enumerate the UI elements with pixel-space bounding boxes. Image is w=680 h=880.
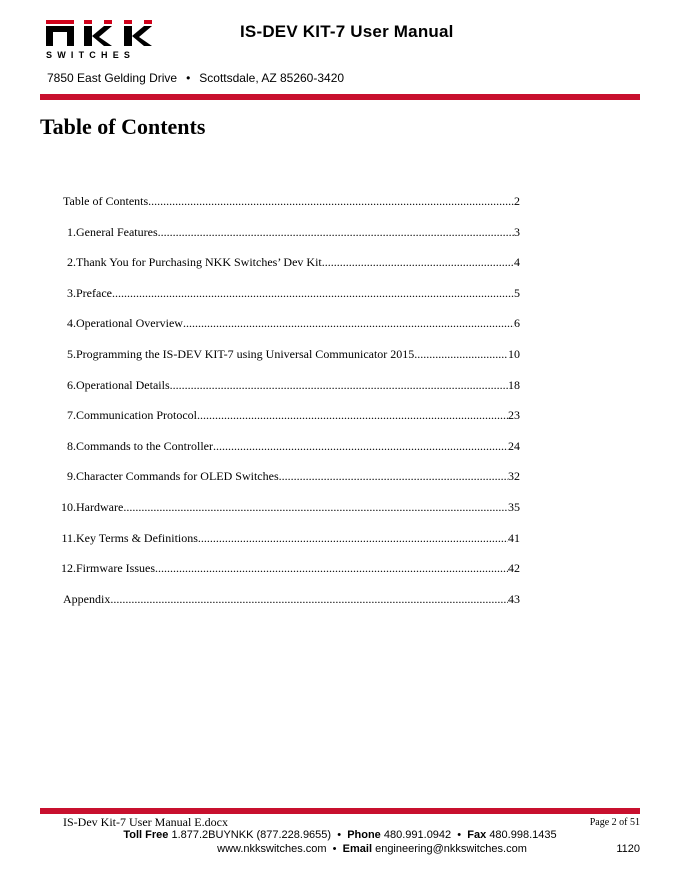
toc-entry[interactable] [40, 225, 520, 256]
toc-dot-leader [197, 408, 508, 423]
document-title: IS-DEV KIT-7 User Manual [240, 22, 454, 41]
toc-entry-page: 42 [508, 561, 520, 576]
email-link[interactable]: engineering@nkkswitches.com [375, 843, 527, 855]
toc-entry-number: 11. [61, 530, 76, 545]
toc-entry-body [76, 439, 520, 454]
toc-entry-title: Appendix [63, 591, 111, 606]
toc-entry-page: 2 [514, 194, 520, 208]
toc-entry[interactable] [40, 469, 520, 500]
address-city: Scottsdale, AZ 85260-3420 [199, 71, 345, 85]
email-label: Email [342, 843, 373, 855]
toc-entry-page: 41 [508, 530, 520, 545]
tollfree-number: 1.877.2BUYNKK (877.228.9655) [171, 829, 332, 841]
toc-entry-body [76, 500, 520, 515]
footer-divider [40, 808, 640, 814]
toc-entry[interactable] [40, 500, 520, 531]
toc-entry-page: 23 [508, 408, 520, 423]
toc-entry-body [63, 194, 520, 209]
toc-dot-leader [155, 561, 508, 576]
toc-entry[interactable] [40, 408, 520, 439]
toc-entry[interactable] [40, 561, 520, 592]
toc-dot-leader [322, 255, 514, 270]
toc-entry-number: 12. [61, 561, 76, 576]
toc-dot-leader [170, 378, 508, 393]
toc-dot-leader [148, 194, 514, 209]
toc-entry-body [76, 469, 520, 484]
company-address [47, 71, 344, 85]
phone-label: Phone [347, 829, 381, 841]
toc-entry[interactable] [40, 194, 520, 225]
toc-entry-title: Key Terms & Definitions [76, 530, 198, 545]
toc-entry[interactable] [40, 255, 520, 286]
toc-entry-number: 7. [67, 408, 76, 423]
toc-entry-number: 10. [61, 499, 76, 514]
website-link[interactable]: www.nkkswitches.com [217, 843, 327, 855]
toc-entry-page: 32 [508, 469, 520, 484]
nkk-switches-logo [44, 20, 164, 60]
header-divider [40, 94, 640, 100]
toc-entry[interactable] [40, 286, 520, 317]
toc-entry-number: 3. [67, 285, 76, 300]
address-separator: • [186, 71, 191, 85]
toc-entry-body [76, 561, 520, 576]
contact-separator: • [332, 843, 337, 855]
footer-contact-web [0, 843, 680, 855]
toc-entry-title: Preface [76, 285, 112, 300]
toc-entry-body [76, 347, 520, 362]
toc-entry-page: 10 [508, 346, 520, 361]
toc-entry-page: 4 [514, 255, 520, 270]
toc-entry-number: 1. [67, 224, 76, 239]
toc-entry-body [76, 408, 520, 423]
toc-entry-body [63, 592, 520, 607]
toc-entry-title: Thank You for Purchasing NKK Switches’ Dev Kit [76, 255, 322, 270]
toc-entry-number: 6. [67, 377, 76, 392]
nkk-logo-icon [44, 20, 164, 60]
tollfree-label: Toll Free [123, 829, 169, 841]
toc-dot-leader [414, 347, 508, 362]
phone-number: 480.991.0942 [383, 829, 452, 841]
toc-entry-number: 5. [67, 346, 76, 361]
toc-dot-leader [279, 469, 508, 484]
toc-entry-number: 2. [67, 255, 76, 270]
fax-number: 480.998.1435 [489, 829, 557, 841]
footer-document-name: IS-Dev Kit-7 User Manual E.docx [63, 815, 228, 829]
footer-contact-phones [0, 829, 680, 841]
toc-entry[interactable] [40, 592, 520, 623]
toc-entry[interactable] [40, 347, 520, 378]
toc-entry[interactable] [40, 316, 520, 347]
toc-dot-leader [213, 439, 508, 454]
contact-separator: • [337, 829, 342, 841]
toc-entry-title: Character Commands for OLED Switches [76, 469, 279, 484]
toc-entry-title: Commands to the Controller [76, 438, 213, 453]
toc-entry-page: 6 [514, 316, 520, 331]
toc-entry-body [76, 225, 520, 240]
toc-entry-body [76, 378, 520, 393]
toc-dot-leader [198, 531, 508, 546]
contact-separator: • [457, 829, 462, 841]
toc-entry-page: 43 [508, 591, 520, 606]
toc-entry-number: 8. [67, 438, 76, 453]
toc-entry-title: Programming the IS-DEV KIT-7 using Universal Communicator 2015 [76, 346, 415, 361]
toc-dot-leader [183, 316, 514, 331]
toc-entry[interactable] [40, 531, 520, 562]
page-title: Table of Contents [40, 114, 206, 139]
fax-label: Fax [467, 829, 487, 841]
toc-entry-body [76, 286, 520, 301]
toc-entry-title: Operational Details [76, 377, 170, 392]
toc-dot-leader [110, 592, 508, 607]
toc-entry-title: General Features [76, 224, 158, 239]
footer-revision-code: 1120 [616, 843, 640, 855]
toc-entry[interactable] [40, 439, 520, 470]
toc-dot-leader [158, 225, 514, 240]
toc-dot-leader [123, 500, 508, 515]
toc-entry-body [76, 255, 520, 270]
logo-wordmark: SWITCHES [46, 50, 136, 60]
toc-entry-body [76, 316, 520, 331]
toc-entry-number: 4. [67, 316, 76, 331]
toc-dot-leader [112, 286, 514, 301]
toc-entry-title: Operational Overview [76, 316, 183, 331]
toc-entry-page: 5 [514, 285, 520, 300]
toc-entry[interactable] [40, 378, 520, 409]
address-street: 7850 East Gelding Drive [47, 71, 178, 85]
table-of-contents [40, 194, 520, 622]
toc-entry-title: Communication Protocol [76, 408, 197, 423]
toc-entry-page: 35 [508, 499, 520, 514]
toc-entry-title: Table of Contents [63, 194, 149, 208]
toc-entry-page: 24 [508, 438, 520, 453]
toc-entry-body [76, 531, 520, 546]
toc-entry-title: Hardware [76, 499, 124, 514]
toc-entry-title: Firmware Issues [76, 561, 155, 576]
footer-page-number: Page 2 of 51 [589, 817, 640, 828]
toc-entry-page: 18 [508, 377, 520, 392]
toc-entry-page: 3 [514, 224, 520, 239]
toc-entry-number: 9. [67, 469, 76, 484]
